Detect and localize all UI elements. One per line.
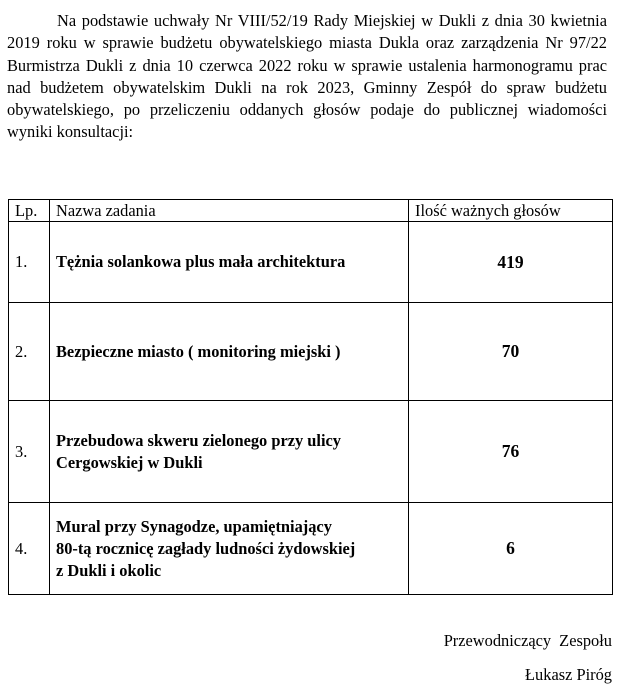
task-name-line: Cergowskiej w Dukli bbox=[56, 452, 203, 472]
signature-title: Przewodniczący Zespołu bbox=[443, 631, 612, 650]
header-task-name: Nazwa zadania bbox=[50, 200, 409, 222]
task-name bbox=[50, 401, 409, 503]
row-number: 3. bbox=[9, 401, 50, 503]
task-name-line: Bezpieczne miasto ( monitoring miejski ) bbox=[56, 341, 341, 361]
row-number: 4. bbox=[9, 503, 50, 595]
header-lp: Lp. bbox=[9, 200, 50, 222]
row-number: 2. bbox=[9, 303, 50, 401]
table-row bbox=[9, 503, 613, 595]
task-name bbox=[50, 303, 409, 401]
table-header-row bbox=[9, 200, 613, 222]
vote-count: 6 bbox=[409, 503, 613, 595]
task-name bbox=[50, 222, 409, 303]
task-name bbox=[50, 503, 409, 595]
task-name-line: Tężnia solankowa plus mała architektura bbox=[56, 252, 346, 271]
intro-paragraph: Na podstawie uchwały Nr VIII/52/19 Rady Miejskiej w Dukli z dnia 30 kwietnia 2019 roku w sprawie budżetu obywatelskiego miasta Dukla oraz zarządzenia Nr 97/22 Burmistrza Dukli z dnia 10 czerwca 2022 roku w sprawie ustalenia harmonogramu prac nad budżetem obywatelskim Dukli na rok 2023, Gminny Zespół do spraw budżetu obywatelskiego, po przeliczeniu oddanych głosów podaje do publicznej wiadomości wyniki konsultacji: bbox=[7, 11, 607, 142]
table-row bbox=[9, 303, 613, 401]
table-row bbox=[9, 401, 613, 503]
header-valid-votes: Ilość ważnych głosów bbox=[409, 200, 613, 222]
vote-count: 70 bbox=[409, 303, 613, 401]
task-name-line: 80-tą rocznicę zagłady ludności żydowskiej bbox=[56, 538, 356, 558]
task-name-line: Przebudowa skweru zielonego przy ulicy bbox=[56, 430, 341, 450]
vote-count: 419 bbox=[409, 222, 613, 303]
task-name-line: Mural przy Synagodze, upamiętniający bbox=[56, 516, 332, 536]
row-number: 1. bbox=[9, 222, 50, 303]
results-table bbox=[8, 199, 613, 595]
task-name-line: z Dukli i okolic bbox=[56, 560, 162, 580]
signature-name: Łukasz Piróg bbox=[525, 665, 612, 684]
vote-count: 76 bbox=[409, 401, 613, 503]
table-row bbox=[9, 222, 613, 303]
